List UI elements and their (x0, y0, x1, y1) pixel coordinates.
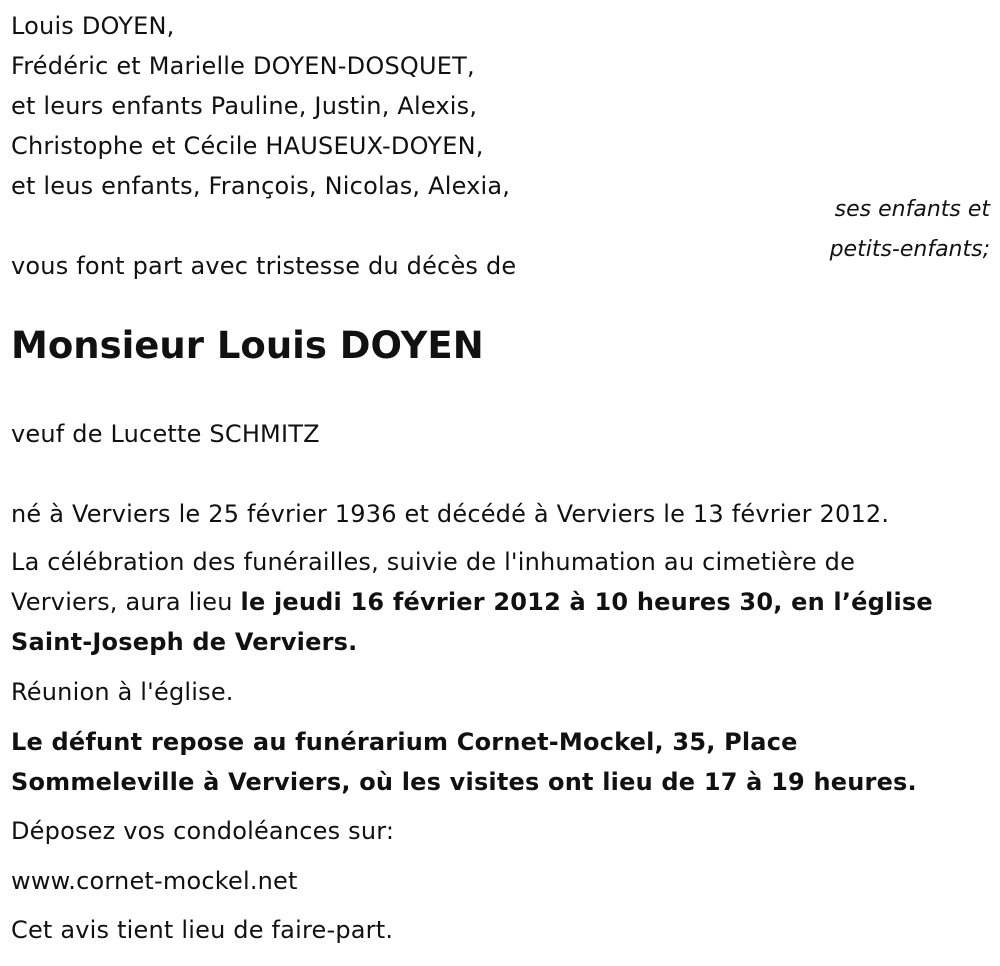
family-line-1: Louis DOYEN, (11, 12, 175, 40)
closing-text: Cet avis tient lieu de faire-part. (11, 916, 394, 944)
ceremony-church: Saint-Joseph de Verviers. (11, 628, 358, 656)
ceremony-line-2-plain: Verviers, aura lieu (11, 588, 241, 616)
reunion-text: Réunion à l'église. (11, 678, 234, 706)
ceremony-date-time: le jeudi 16 février 2012 à 10 heures 30, en l’église (240, 588, 933, 616)
family-line-3: et leurs enfants Pauline, Justin, Alexis, (11, 92, 478, 120)
condolences-label: Déposez vos condoléances sur: (11, 817, 395, 845)
website-link[interactable]: www.cornet-mockel.net (11, 867, 298, 895)
ceremony-line-1: La célébration des funérailles, suivie de l'inhumation au cimetière de (11, 548, 856, 576)
spouse-text: veuf de Lucette SCHMITZ (11, 420, 320, 448)
family-line-4: Christophe et Cécile HAUSEUX-DOYEN, (11, 132, 484, 160)
funerarium-line-1: Le défunt repose au funérarium Cornet-Mockel, 35, Place (11, 728, 798, 756)
relation-line-2: petits-enfants; (829, 237, 990, 262)
birth-death-dates: né à Verviers le 25 février 1936 et décédé à Verviers le 13 février 2012. (11, 500, 890, 528)
deceased-name: Monsieur Louis DOYEN (11, 324, 484, 367)
announcement-text: vous font part avec tristesse du décès de (11, 252, 517, 280)
family-line-2: Frédéric et Marielle DOYEN-DOSQUET, (11, 52, 475, 80)
ceremony-line-2 (11, 588, 933, 616)
relation-line-1: ses enfants et (834, 197, 990, 222)
family-line-5: et leus enfants, François, Nicolas, Alexia, (11, 172, 511, 200)
funerarium-line-2: Sommeleville à Verviers, où les visites ont lieu de 17 à 19 heures. (11, 768, 917, 796)
